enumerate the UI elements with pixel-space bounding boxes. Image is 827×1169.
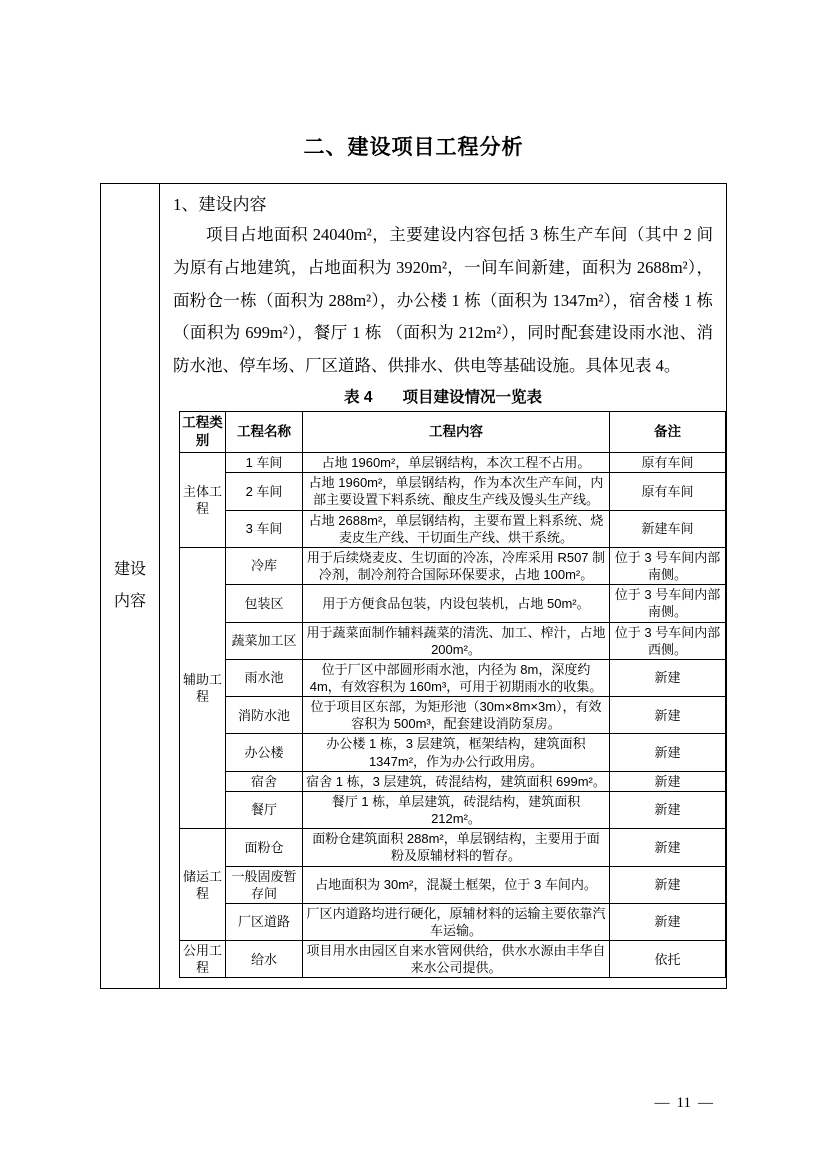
- name-cell: 面粉仓: [226, 829, 303, 866]
- name-cell: 1 车间: [226, 453, 303, 473]
- box-content: [160, 184, 726, 988]
- box-row-header-label: 建设内容: [113, 561, 146, 611]
- note-cell: 位于 3 号车间内部南侧。: [610, 585, 726, 622]
- name-cell: 给水: [226, 941, 303, 978]
- note-cell: 依托: [610, 941, 726, 978]
- name-cell: 雨水池: [226, 659, 303, 696]
- name-cell: 办公楼: [226, 734, 303, 771]
- note-cell: 原有车间: [610, 453, 726, 473]
- content-cell: 占地面积为 30m²，混凝土框架，位于 3 车间内。: [303, 866, 610, 903]
- body-paragraph: 项目占地面积 24040m²，主要建设内容包括 3 栋生产车间（其中 2 间为原有占地建筑，占地面积为 3920m²，一间车间新建，面积为 2688m²），面粉仓一栋（面积为 288m²），办公楼 1 栋（面积为 1347m²），宿舍楼 1 栋（面积为 699m²），餐厅 1 栋 （面积为 212m²），同时配套建设雨水池、消防水池、停车场、厂区道路、供排水、供电等基础设施。具体见表 4。: [173, 225, 713, 375]
- table-row: [180, 659, 726, 696]
- content-cell: 占地 1960m²，单层钢结构，本次工程不占用。: [303, 453, 610, 473]
- section-heading: 1、建设内容: [173, 195, 267, 214]
- table-row: [180, 829, 726, 866]
- table-row: [180, 791, 726, 828]
- name-cell: 厂区道路: [226, 903, 303, 940]
- table-row: [180, 697, 726, 734]
- note-cell: 新建车间: [610, 510, 726, 547]
- table-row: [180, 585, 726, 622]
- page-title: 二、建设项目工程分析: [303, 136, 524, 159]
- note-cell: 新建: [610, 734, 726, 771]
- table-row: [180, 941, 726, 978]
- content-cell: 用于方便食品包装，内设包装机，占地 50m²。: [303, 585, 610, 622]
- footer-page-number: 11: [676, 1095, 691, 1111]
- note-cell: 新建: [610, 697, 726, 734]
- table-row: [180, 903, 726, 940]
- note-cell: 新建: [610, 791, 726, 828]
- content-cell: 用于蔬菜面制作辅料蔬菜的清洗、加工、榨汁，占地 200m²。: [303, 622, 610, 659]
- note-cell: 新建: [610, 829, 726, 866]
- category-cell-storage-works: 储运工程: [180, 829, 226, 941]
- table-row: [180, 734, 726, 771]
- content-cell: 位于项目区东部，为矩形池（30m×8m×3m），有效容积为 500m³，配套建设消防泵房。: [303, 697, 610, 734]
- table-caption: [173, 385, 713, 407]
- content-cell: 餐厅 1 栋，单层建筑，砖混结构，建筑面积 212m²。: [303, 791, 610, 828]
- name-cell: 餐厅: [226, 791, 303, 828]
- content-cell: 办公楼 1 栋，3 层建筑，框架结构，建筑面积 1347m²，作为办公行政用房。: [303, 734, 610, 771]
- content-cell: 宿舍 1 栋，3 层建筑，砖混结构，建筑面积 699m²。: [303, 771, 610, 791]
- content-cell: 项目用水由园区自来水管网供给，供水水源由丰华自来水公司提供。: [303, 941, 610, 978]
- footer-left-dash: —: [654, 1095, 670, 1111]
- table-header-row: [180, 412, 726, 453]
- name-cell: 一般固废暂存间: [226, 866, 303, 903]
- box-row-header: [101, 184, 160, 988]
- name-cell: 消防水池: [226, 697, 303, 734]
- column-header-category: 工程类别: [180, 412, 226, 453]
- table-row: [180, 473, 726, 510]
- column-header-name: 工程名称: [226, 412, 303, 453]
- column-header-content: 工程内容: [303, 412, 610, 453]
- name-cell: 包装区: [226, 585, 303, 622]
- table-row: [180, 771, 726, 791]
- note-cell: 新建: [610, 771, 726, 791]
- name-cell: 冷库: [226, 547, 303, 584]
- name-cell: 3 车间: [226, 510, 303, 547]
- note-cell: 位于 3 号车间内部南侧。: [610, 547, 726, 584]
- table-row: [180, 866, 726, 903]
- project-overview-table: [179, 411, 726, 978]
- content-cell: 占地 2688m²，单层钢结构，主要布置上料系统、烧麦皮生产线、干切面生产线、烘干系统。: [303, 510, 610, 547]
- note-cell: 新建: [610, 659, 726, 696]
- table-row: [180, 453, 726, 473]
- content-cell: 用于后续烧麦皮、生切面的冷冻，冷库采用 R507 制冷剂，制冷剂符合国际环保要求，占地 100m²。: [303, 547, 610, 584]
- content-cell: 占地 1960m²，单层钢结构，作为本次生产车间，内部主要设置下料系统、酿皮生产线及馒头生产线。: [303, 473, 610, 510]
- category-cell-auxiliary-works: 辅助工程: [180, 547, 226, 828]
- name-cell: 蔬菜加工区: [226, 622, 303, 659]
- note-cell: 新建: [610, 903, 726, 940]
- category-cell-main-works: 主体工程: [180, 453, 226, 548]
- construction-content-box: [100, 183, 727, 989]
- content-cell: 位于厂区中部圆形雨水池，内径为 8m，深度约 4m，有效容积为 160m³，可用于初期雨水的收集。: [303, 659, 610, 696]
- column-header-note: 备注: [610, 412, 726, 453]
- table-caption-label: 表 4: [344, 389, 373, 407]
- content-cell: 厂区内道路均进行硬化，原辅材料的运输主要依靠汽车运输。: [303, 903, 610, 940]
- note-cell: 新建: [610, 866, 726, 903]
- name-cell: 2 车间: [226, 473, 303, 510]
- footer-right-dash: —: [698, 1095, 713, 1111]
- table-row: [180, 622, 726, 659]
- name-cell: 宿舍: [226, 771, 303, 791]
- page-number: [648, 1095, 720, 1112]
- content-cell: 面粉仓建筑面积 288m²，单层钢结构，主要用于面粉及原辅材料的暂存。: [303, 829, 610, 866]
- note-cell: 原有车间: [610, 473, 726, 510]
- table-row: [180, 510, 726, 547]
- table-caption-title: 项目建设情况一览表: [402, 389, 542, 407]
- table-row: [180, 547, 726, 584]
- note-cell: 位于 3 号车间内部西侧。: [610, 622, 726, 659]
- category-cell-utility-works: 公用工程: [180, 941, 226, 978]
